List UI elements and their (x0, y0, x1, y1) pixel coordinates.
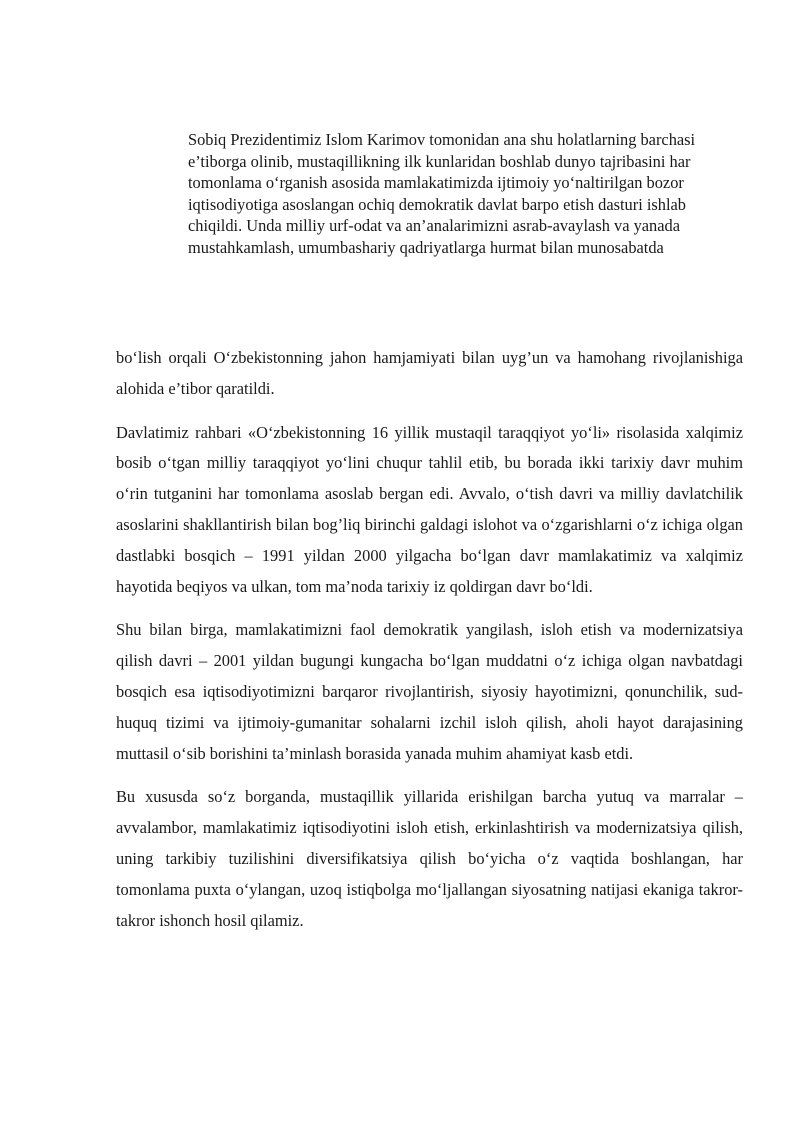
paragraph-2: Davlatimiz rahbari «O‘zbekistonning 16 yillik mustaqil taraqqiyot yo‘li» risolasida xalqimiz bosib o‘tgan milliy taraqqiyot yo‘lini chuqur tahlil etib, bu borada ikki tarixiy davr muhim o‘rin tutganini har tomonlama asoslab bergan edi. Avvalo, o‘tish davri va milliy davlatchilik asoslarini shakllantirish bilan bog’liq birinchi galdagi islohot va o‘zgarishlarni o‘z ichiga olgan dastlabki bosqich – 1991 yildan 2000 yilgacha bo‘lgan davr mamlakatimiz va xalqimiz hayotida beqiyos va ulkan, tom ma’noda tarixiy iz qoldirgan davr bo‘ldi. (116, 422, 743, 596)
paragraph-1: bo‘lish orqali O‘zbekistonning jahon hamjamiyati bilan uyg’un va hamohang rivojlanishiga alohida e’tibor qaratildi. (116, 348, 743, 398)
indented-quote-block (188, 129, 728, 259)
body-text (116, 343, 743, 949)
paragraph-3: Shu bilan birga, mamlakatimizni faol demokratik yangilash, isloh etish va modernizatsiya qilish davri – 2001 yildan bugungi kungacha bo‘lgan muddatni o‘z ichiga olgan navbatdagi bosqich esa iqtisodiyotimizni barqaror rivojlantirish, siyosiy hayotimizni, qonunchilik, sud-huquq tizimi va ijtimoiy-gumanitar sohalarni izchil isloh qilish, aholi hayot darajasining muttasil o‘sib borishini ta’minlash borasida yanada muhim ahamiyat kasb etdi. (116, 620, 743, 763)
quote-paragraph: Sobiq Prezidentimiz Islom Karimov tomonidan ana shu holatlarning barchasi e’tiborga olinib, mustaqillikning ilk kunlaridan boshlab dunyo tajribasini har tomonlama o‘rganish asosida mamlakatimizda ijtimoiy yo‘naltirilgan bozor iqtisodiyotiga asoslangan ochiq demokratik davlat barpo etish dasturi ishlab chiqildi. Unda milliy urf-odat va an’analarimizni asrab-avaylash va yanada mustahkamlash, umumbashariy qadriyatlarga hurmat bilan munosabatda (188, 130, 696, 257)
paragraph-4: Bu xususda so‘z borganda, mustaqillik yillarida erishilgan barcha yutuq va marralar – avvalambor, mamlakatimiz iqtisodiyotini isloh etish, erkinlashtirish va modernizatsiya qilish, uning tarkibiy tuzilishini diversifikatsiya qilish bo‘yicha o‘z vaqtida boshlangan, har tomonlama puxta o‘ylangan, uzoq istiqbolga mo‘ljallangan siyosatning natijasi ekaniga takror-takror ishonch hosil qilamiz. (116, 787, 743, 930)
